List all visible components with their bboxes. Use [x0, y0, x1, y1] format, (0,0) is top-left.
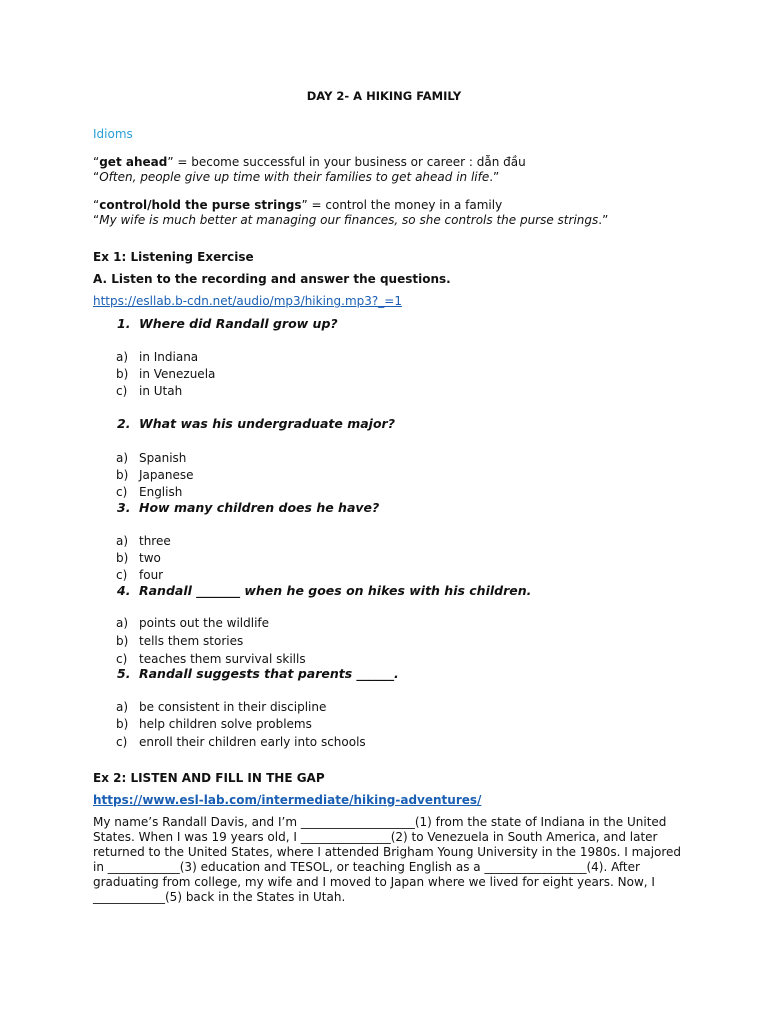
idiom-definition: ” = control the money in a family [301, 198, 503, 212]
option-q4-a[interactable] [116, 616, 269, 630]
question-1 [117, 316, 338, 331]
option-text: Japanese [139, 468, 194, 482]
question-text: Where did Randall grow up? [139, 316, 338, 331]
question-text: Randall suggests that parents ______. [139, 666, 399, 681]
option-q4-c[interactable] [116, 652, 306, 666]
option-label: c) [116, 652, 128, 666]
question-text: What was his undergraduate major? [139, 416, 395, 431]
option-text: in Utah [139, 384, 183, 398]
ex1-audio-link[interactable]: https://esllab.b-cdn.net/audio/mp3/hiking.mp3?_=1 [93, 294, 402, 308]
quote-mark: “ [93, 213, 100, 227]
option-q3-b[interactable] [116, 551, 161, 565]
quote-mark: “ [93, 155, 100, 169]
option-label: c) [116, 735, 128, 749]
option-text: be consistent in their discipline [139, 700, 327, 714]
option-text: two [139, 551, 161, 565]
question-text: Randall _______ when he goes on hikes with his children. [139, 583, 532, 598]
option-text: help children solve problems [139, 717, 312, 731]
idiom-get-ahead-definition [93, 155, 526, 169]
option-text: teaches them survival skills [139, 652, 306, 666]
option-label: a) [116, 350, 129, 364]
option-q2-b[interactable] [116, 468, 194, 482]
option-q1-b[interactable] [116, 367, 215, 381]
question-2 [117, 416, 395, 431]
question-number: 3. [117, 500, 131, 515]
option-text: four [139, 568, 164, 582]
idioms-heading: Idioms [93, 127, 133, 141]
idiom-term: control/hold the purse strings [99, 198, 302, 212]
question-5 [117, 666, 399, 681]
option-label: c) [116, 568, 128, 582]
question-number: 2. [117, 416, 131, 431]
ex1-heading: Ex 1: Listening Exercise [93, 250, 254, 264]
quote-mark: .” [598, 213, 609, 227]
option-label: b) [116, 717, 129, 731]
option-label: b) [116, 367, 129, 381]
question-text: How many children does he have? [139, 500, 380, 515]
option-text: in Venezuela [139, 367, 216, 381]
option-text: Spanish [139, 451, 187, 465]
question-number: 1. [117, 316, 131, 331]
option-q5-a[interactable] [116, 700, 326, 714]
idiom-definition: ” = become successful in your business or career : dẫn đầu [167, 155, 526, 169]
option-q5-c[interactable] [116, 735, 366, 749]
ex2-link[interactable]: https://www.esl-lab.com/intermediate/hiking-adventures/ [93, 793, 482, 807]
option-q2-a[interactable] [116, 451, 186, 465]
option-label: b) [116, 634, 129, 648]
idiom-example: Often, people give up time with their families to get ahead in life [99, 170, 490, 184]
option-q1-c[interactable] [116, 384, 182, 398]
fill-gap-paragraph: My name’s Randall Davis, and I’m ___________________(1) from the state of Indiana in the United States. When I was 19 years old, I _______________(2) to Venezuela in South America, and later returned to the United States, where I attended Brigham Young University in the 1980s. I majored in ____________(3) education and TESOL, or teaching English as a _________________(4). After graduating from college, my wife and I moved to Japan where we lived for eight years. Now, I ____________(5) back in the States in Utah. [93, 815, 682, 904]
option-label: b) [116, 551, 129, 565]
idiom-get-ahead-example [93, 170, 499, 184]
quote-mark: .” [489, 170, 500, 184]
option-q1-a[interactable] [116, 350, 198, 364]
option-text: in Indiana [139, 350, 199, 364]
option-text: tells them stories [139, 634, 244, 648]
option-label: a) [116, 451, 129, 465]
page-title: DAY 2- A HIKING FAMILY [306, 89, 462, 103]
option-label: a) [116, 616, 129, 630]
option-label: a) [116, 534, 129, 548]
option-q3-c[interactable] [116, 568, 163, 582]
option-q4-b[interactable] [116, 634, 243, 648]
option-label: a) [116, 700, 129, 714]
option-label: b) [116, 468, 129, 482]
question-4 [117, 583, 531, 598]
option-q2-c[interactable] [116, 485, 182, 499]
idiom-purse-strings-example [93, 213, 608, 227]
quote-mark: “ [93, 170, 100, 184]
idiom-example: My wife is much better at managing our finances, so she controls the purse strings [99, 213, 599, 227]
idiom-purse-strings-definition [93, 198, 502, 212]
ex1-instruction: A. Listen to the recording and answer the questions. [93, 272, 451, 286]
option-label: c) [116, 384, 128, 398]
option-text: three [139, 534, 171, 548]
question-number: 4. [117, 583, 131, 598]
option-q5-b[interactable] [116, 717, 312, 731]
question-3 [117, 500, 379, 515]
question-number: 5. [117, 666, 131, 681]
option-text: points out the wildlife [139, 616, 270, 630]
ex2-heading: Ex 2: LISTEN AND FILL IN THE GAP [93, 771, 325, 785]
option-q3-a[interactable] [116, 534, 171, 548]
option-label: c) [116, 485, 128, 499]
option-text: English [139, 485, 183, 499]
idiom-term: get ahead [99, 155, 168, 169]
option-text: enroll their children early into schools [139, 735, 366, 749]
quote-mark: “ [93, 198, 100, 212]
